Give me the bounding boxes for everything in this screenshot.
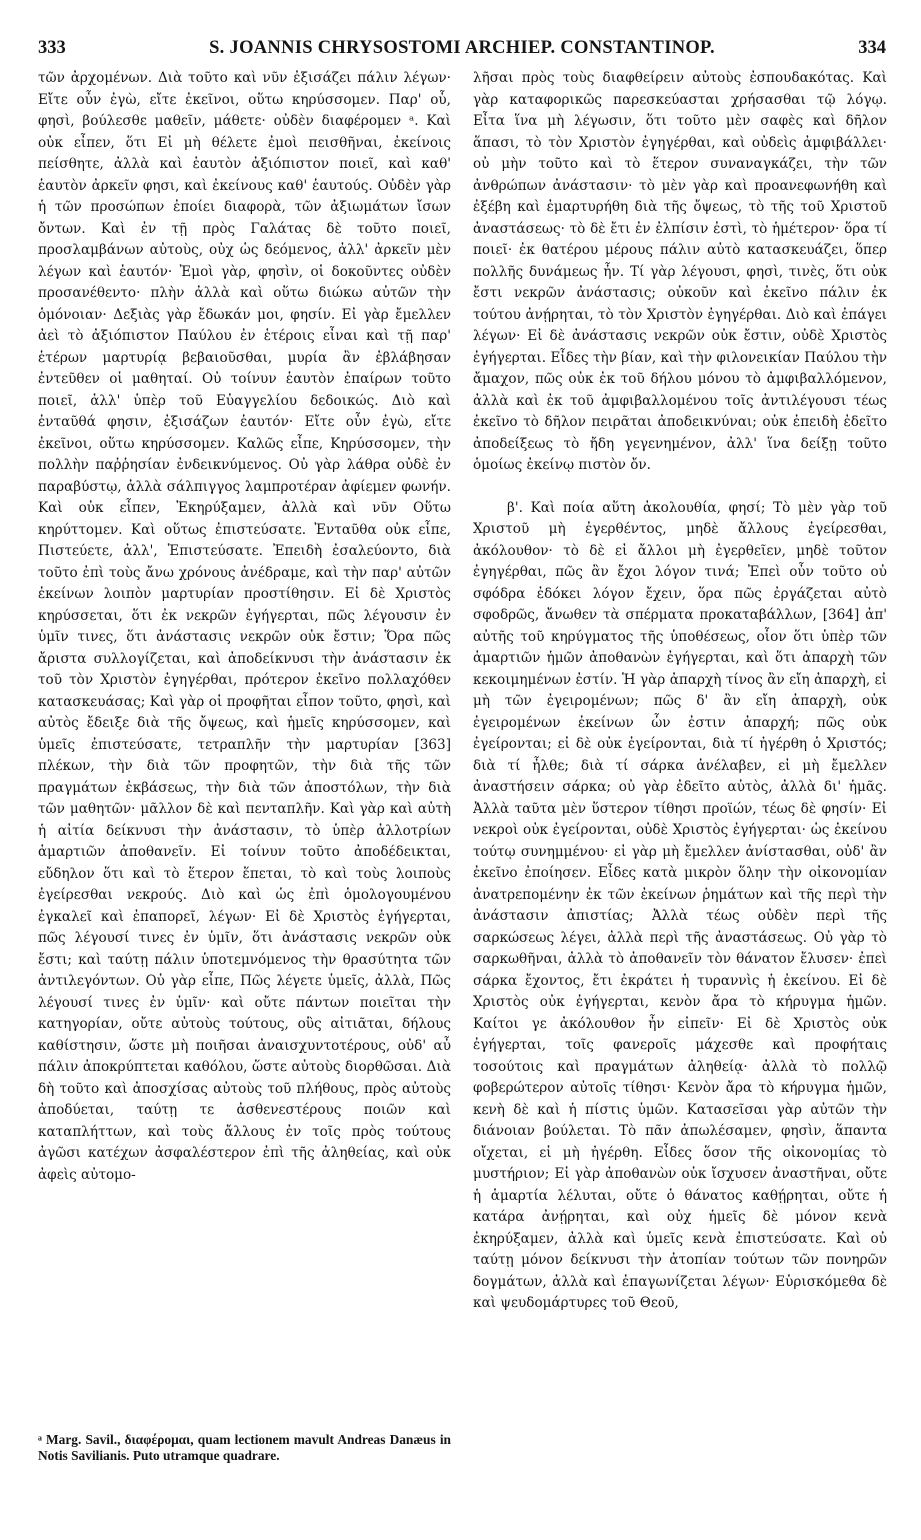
right-paragraph-2: β'. Καὶ ποία αὕτη ἀκολουθία, φησί; Τὸ μὲν γὰρ τοῦ Χριστοῦ μὴ ἐγερθέντος, μηδὲ ἄλλους ἐγείρεσθαι, ἀκόλουθον· τὸ δὲ εἰ ἄλλοι μὴ ἐγερθεῖεν, μηδὲ τοῦτον ἐγηγέρθαι, πῶς ἂν ἔχοι λόγον τινά; Ἐπεὶ οὖν τοῦτο οὐ σφόδρα ἐδόκει λόγον ἔχειν, ὅρα πῶς ἐργάζεται αὐτὸ σφοδρῶς, ἄνωθεν τὰ σπέρματα προκαταβάλλων, [364] ἀπ' αὐτῆς τοῦ κηρύγματος τῆς ὑποθέσεως, οἷον ὅτι ὑπὲρ τῶν ἁμαρτιῶν ἡμῶν ἀποθανὼν ἐγήγερται, καὶ ὅτι ἀπαρχὴ τῶν κεκοιμημένων ἐστίν. Ἡ γὰρ ἀπαρχὴ τίνος ἂν εἴη ἀπαρχὴ, εἰ μὴ τῶν ἐγειρομένων; πῶς δ' ἂν εἴη ἀπαρχὴ, οὐκ ἐγειρομένων ἐκείνων ὧν ἐστιν ἀπαρχή; πῶς οὐκ ἐγείρονται; εἰ δὲ οὐκ ἐγείρονται, διὰ τί ἠγέρθη ὁ Χριστός; διὰ τί ἦλθε; διὰ τί σάρκα ἀνέλαβεν, εἰ μὴ ἔμελλεν ἀναστήσειν σάρκα; οὐ γὰρ ἐδεῖτο αὐτὸς, ἀλλὰ δι' ἡμᾶς. Ἀλλὰ ταῦτα μὲν ὕστερον τίθησι προϊών, τέως δὲ φησίν· Εἰ νεκροὶ οὐκ ἐγείρονται, οὐδὲ Χριστὸς ἐγήγερται· ὡς ἐκείνου τούτῳ συνημμένου· εἰ γὰρ μὴ ἔμελλεν ἀνίστασθαι, οὐδ' ἂν ἐκεῖνο ἐποίησεν. Εἶδες κατὰ μικρὸν ὅλην τὴν οἰκονομίαν ἀνατρεπομένην ἐκ τῶν ἐκείνων ῥημάτων καὶ τῆς περὶ τὴν ἀνάστασιν ἀπιστίας; Ἀλλὰ τέως οὐδὲν περὶ τῆς σαρκώσεως λέγει, ἀλλὰ περὶ τῆς ἀναστάσεως. Οὐ γὰρ τὸ σαρκωθῆναι, ἀλλὰ τὸ ἀποθανεῖν τὸν θάνατον ἔλυσεν· ἐπεὶ σάρκα ἔχοντος, ἔτι ἐκράτει ἡ τυραννὶς ἡ ἐκείνου. Εἰ δὲ Χριστὸς οὐκ ἐγήγερται, κενὸν ἄρα τὸ κήρυγμα ἡμῶν. Καίτοι γε ἀκόλουθον ἦν εἰπεῖν· Εἰ δὲ Χριστὸς οὐκ ἐγήγερται, τοῖς φανεροῖς μάχεσθε καὶ προφήταις τοσούτοις καὶ πραγμάτων ἀληθείᾳ· ἀλλὰ τὸ πολλῷ φοβερώτερον αὐτοῖς τίθησι· Κενὸν ἄρα τὸ κήρυγμα ἡμῶν, κενὴ δὲ καὶ ἡ πίστις ὑμῶν. Κατασεῖσαι γὰρ αὐτῶν τὴν διάνοιαν βούλεται. Τὸ πᾶν ἀπωλέσαμεν, φησὶν, ἅπαντα οἴχεται, εἰ μὴ ἠγέρθη. Εἶδες ὅσον τῆς οἰκονομίας τὸ μυστήριον; Εἰ γὰρ ἀποθανὼν οὐκ ἴσχυσεν ἀναστῆναι, οὔτε ἡ ἁμαρτία λέλυται, οὔτε ὁ θάνατος καθῄρηται, οὔτε ἡ κατάρα ἀνῄρηται, καὶ οὐχ ἡμεῖς δὲ μόνον κενὰ ἐκηρύξαμεν, ἀλλὰ καὶ ὑμεῖς κενὰ ἐπιστεύσατε. Καὶ οὐ ταύτῃ μόνον δείκνυσι τὴν ἀτοπίαν τούτων τῶν πονηρῶν δογμάτων, ἀλλὰ καὶ ἐπαγωνίζεται λέγων· Εὑρισκόμεθα δὲ καὶ ψευδομάρτυρες τοῦ Θεοῦ, — [473, 499, 887, 1311]
running-header — [38, 38, 886, 64]
left-column-text: τῶν ἀρχομένων. Διὰ τοῦτο καὶ νῦν ἐξισάζει πάλιν λέγων· Εἴτε οὖν ἐγὼ, εἴτε ἐκεῖνοι, οὕτω κηρύσσομεν. Παρ' οὗ, φησὶ, βούλεσθε μαθεῖν, μάθετε· οὐδὲν διαφέρομεν ᵃ. Καὶ οὐκ εἶπεν, ὅτι Εἰ μὴ θέλετε ἐμοὶ πεισθῆναι, ἐκείνοις πείσθητε, ἀλλὰ καὶ ἑαυτὸν ἀξιόπιστον ποιεῖ, καὶ καθ' ἑαυτὸν ἀρκεῖν φησι, καὶ ἐκείνους καθ' ἑαυτούς. Οὐδὲν γὰρ ἡ τῶν προσώπων ἐποίει διαφορὰ, τῶν ἀξιωμάτων ἴσων ὄντων. Καὶ ἐν τῇ πρὸς Γαλάτας δὲ τοῦτο ποιεῖ, προσλαμβάνων αὐτοὺς, οὐχ ὡς δεόμενος, ἀλλ' ἀρκεῖν μὲν λέγων καὶ ἑαυτόν· Ἐμοὶ γὰρ, φησὶν, οἱ δοκοῦντες οὐδὲν προσανέθεντο· πλὴν ἀλλὰ καὶ οὕτω διώκω αὐτῶν τὴν ὁμόνοιαν· Δεξιὰς γὰρ ἔδωκάν μοι, φησίν. Εἰ γὰρ ἔμελλεν ἀεὶ τὸ ἀξιόπιστον Παύλου ἐν ἑτέροις εἶναι καὶ τῇ παρ' ἑτέρων μαρτυρίᾳ βεβαιοῦσθαι, μυρία ἂν ἐβλάβησαν ἐντεῦθεν οἱ μαθηταί. Οὐ τοίνυν ἑαυτὸν ἐπαίρων τοῦτο ποιεῖ, ἀλλ' ὑπὲρ τοῦ Εὐαγγελίου δεδοικώς. Διὸ καὶ ἐνταῦθά φησιν, ἐξισάζων ἑαυτόν· Εἴτε οὖν ἐγὼ, εἴτε ἐκεῖνοι, οὕτω κηρύσσομεν. Καλῶς εἶπε, Κηρύσσομεν, τὴν πολλὴν παῤῥησίαν ἐνδεικνύμενος. Οὐ γὰρ λάθρα οὐδὲ ἐν παραβύστῳ, ἀλλὰ σάλπιγγος λαμπροτέραν ἀφίεμεν φωνήν. Καὶ οὐκ εἶπεν, Ἐκηρύξαμεν, ἀλλὰ καὶ νῦν Οὕτω κηρύττομεν. Καὶ οὕτως ἐπιστεύσατε. Ἐνταῦθα οὐκ εἶπε, Πιστεύετε, ἀλλ', Ἐπιστεύσατε. Ἐπειδὴ ἐσαλεύοντο, διὰ τοῦτο ἐπὶ τοὺς ἄνω χρόνους ἀνέδραμε, καὶ τὴν παρ' αὐτῶν ἐκείνων λοιπὸν μαρτυρίαν προστίθησιν. Εἰ δὲ Χριστὸς κηρύσσεται, ὅτι ἐκ νεκρῶν ἐγήγερται, πῶς λέγουσιν ἐν ὑμῖν τινες, ὅτι ἀνάστασις νεκρῶν οὐκ ἔστιν; Ὅρα πῶς ἄριστα συλλογίζεται, καὶ ἀποδείκνυσι τὴν ἀνάστασιν ἐκ τοῦ τὸν Χριστὸν ἐγηγέρθαι, πρότερον ἐκεῖνο πολλαχόθεν κατασκευάσας; Καὶ γὰρ οἱ προφῆται εἶπον τοῦτο, φησὶ, καὶ αὐτὸς ἔδειξε διὰ τῆς ὄψεως, καὶ ἡμεῖς κηρύσσομεν, καὶ ὑμεῖς ἐπιστεύσατε, τετραπλῆν τὴν μαρτυρίαν [363] πλέκων, τὴν διὰ τῶν προφητῶν, τὴν διὰ τῆς τῶν πραγμάτων ἐκβάσεως, τὴν διὰ τῶν ἀποστόλων, τὴν διὰ τῶν μαθητῶν· μᾶλλον δὲ καὶ πενταπλῆν. Καὶ γὰρ καὶ αὐτὴ ἡ αἰτία δείκνυσι τὴν ἀνάστασιν, τὸ ὑπὲρ ἀλλοτρίων ἁμαρτιῶν ἀποθανεῖν. Εἰ τοίνυν τοῦτο ἀποδέδεικται, εὔδηλον ὅτι καὶ τὸ ἕτερον ἕπεται, τὸ καὶ τοὺς λοιποὺς ἐγείρεσθαι νεκρούς. Διὸ καὶ ὡς ἐπὶ ὁμολογουμένου ἐγκαλεῖ καὶ ἐπαπορεῖ, λέγων· Εἰ δὲ Χριστὸς ἐγήγερται, πῶς λέγουσί τινες ἐν ὑμῖν, ὅτι ἀνάστασις νεκρῶν οὐκ ἔστι; καὶ ταύτῃ πάλιν ὑποτεμνόμενος τὴν θρασύτητα τῶν ἀντιλεγόντων. Οὐ γὰρ εἶπε, Πῶς λέγετε ὑμεῖς, ἀλλὰ, Πῶς λέγουσί τινες ἐν ὑμῖν· καὶ οὔτε πάντων ποιεῖται τὴν κατηγορίαν, οὔτε αὐτοὺς τούτους, οὓς αἰτιᾶται, δήλους καθίστησιν, ὥστε μὴ ποιῆσαι ἀναισχυντοτέρους, οὐδ' αὖ πάλιν ἀποκρύπτεται καθόλου, ὥστε αὐτοὺς διορθῶσαι. Διὰ δὴ τοῦτο καὶ ἀποσχίσας αὐτοὺς τοῦ πλήθους, πρὸς αὐτοὺς ἀποδύεται, ταύτῃ τε ἀσθενεστέρους ποιῶν καὶ καταπλήττων, καὶ τοὺς ἄλλους ἐν τοῖς πρὸς τούτους ἀγῶσι κατέχων ἀσφαλέστερον ἐπὶ τῆς ἀληθείας, καὶ οὐκ ἀφεὶς αὐτομο- — [38, 70, 451, 1183]
left-column — [38, 68, 451, 1186]
page-number-left: 333 — [38, 38, 66, 58]
footnote: ᵃ Marg. Savil., διαφέρομαι, quam lectionem mavult Andreas Danæus in Notis Savilianis. Puto utramque quadrare. — [38, 1432, 451, 1463]
running-title: S. JOANNIS CHRYSOSTOMI ARCHIEP. CONSTANTINOP. — [209, 38, 715, 58]
right-paragraph-1: λῆσαι πρὸς τοὺς διαφθείρειν αὐτοὺς ἐσπουδακότας. Καὶ γὰρ καταφορικῶς παρεσκεύασται χρήσασθαι τῷ λόγῳ. Εἶτα ἵνα μὴ λέγωσιν, ὅτι τοῦτο μὲν σαφὲς καὶ δῆλον ἅπασι, τὸ τὸν Χριστὸν ἐγηγέρθαι, καὶ οὐδεὶς ἀμφιβάλλει· οὐ μὴν τοῦτο καὶ τὸ ἕτερον συναναγκάζει, τὴν τῶν ἀνθρώπων ἀνάστασιν· τὸ μὲν γὰρ καὶ προανεφωνήθη καὶ ἐξέβη καὶ ἐμαρτυρήθη διὰ τῆς ὄψεως, τὸ τῆς τοῦ Χριστοῦ ἀναστάσεως· τὸ δὲ ἔτι ἐν ἐλπίσιν ἐστὶ, τὸ ἡμέτερον· ὅρα τί ποιεῖ· ἐκ θατέρου μέρους πάλιν αὐτὸ κατασκευάζει, ὅπερ πολλῆς δυνάμεως ἦν. Τί γὰρ λέγουσι, φησὶ, τινὲς, ὅτι οὐκ ἔστι νεκρῶν ἀνάστασις; οὐκοῦν καὶ ἐκεῖνο πάλιν ἐκ τούτου ἀνῄρηται, τὸ τὸν Χριστὸν ἐγηγέρθαι. Διὸ καὶ ἐπάγει λέγων· Εἰ δὲ ἀνάστασις νεκρῶν οὐκ ἔστιν, οὐδὲ Χριστὸς ἐγήγερται. Εἶδες τὴν βίαν, καὶ τὴν φιλονεικίαν Παύλου τὴν ἄμαχον, πῶς οὐκ ἐκ τοῦ δήλου μόνου τὸ ἀμφιβαλλόμενον, ἀλλὰ καὶ ἐκ τοῦ ἀμφιβαλλομένου τοῖς ἀντιλέγουσι τέως ἐκεῖνο τὸ δῆλον πειρᾶται ἀποδεικνύναι; οὐκ ἐπειδὴ ἐδεῖτο ἀποδείξεως τὸ ἤδη γεγενημένον, ἀλλ' ἵνα δείξῃ τοῦτο ὁμοίως ἐκείνῳ πιστὸν ὄν. — [473, 70, 887, 473]
page-number-right: 334 — [858, 38, 886, 58]
right-column — [473, 68, 887, 1315]
